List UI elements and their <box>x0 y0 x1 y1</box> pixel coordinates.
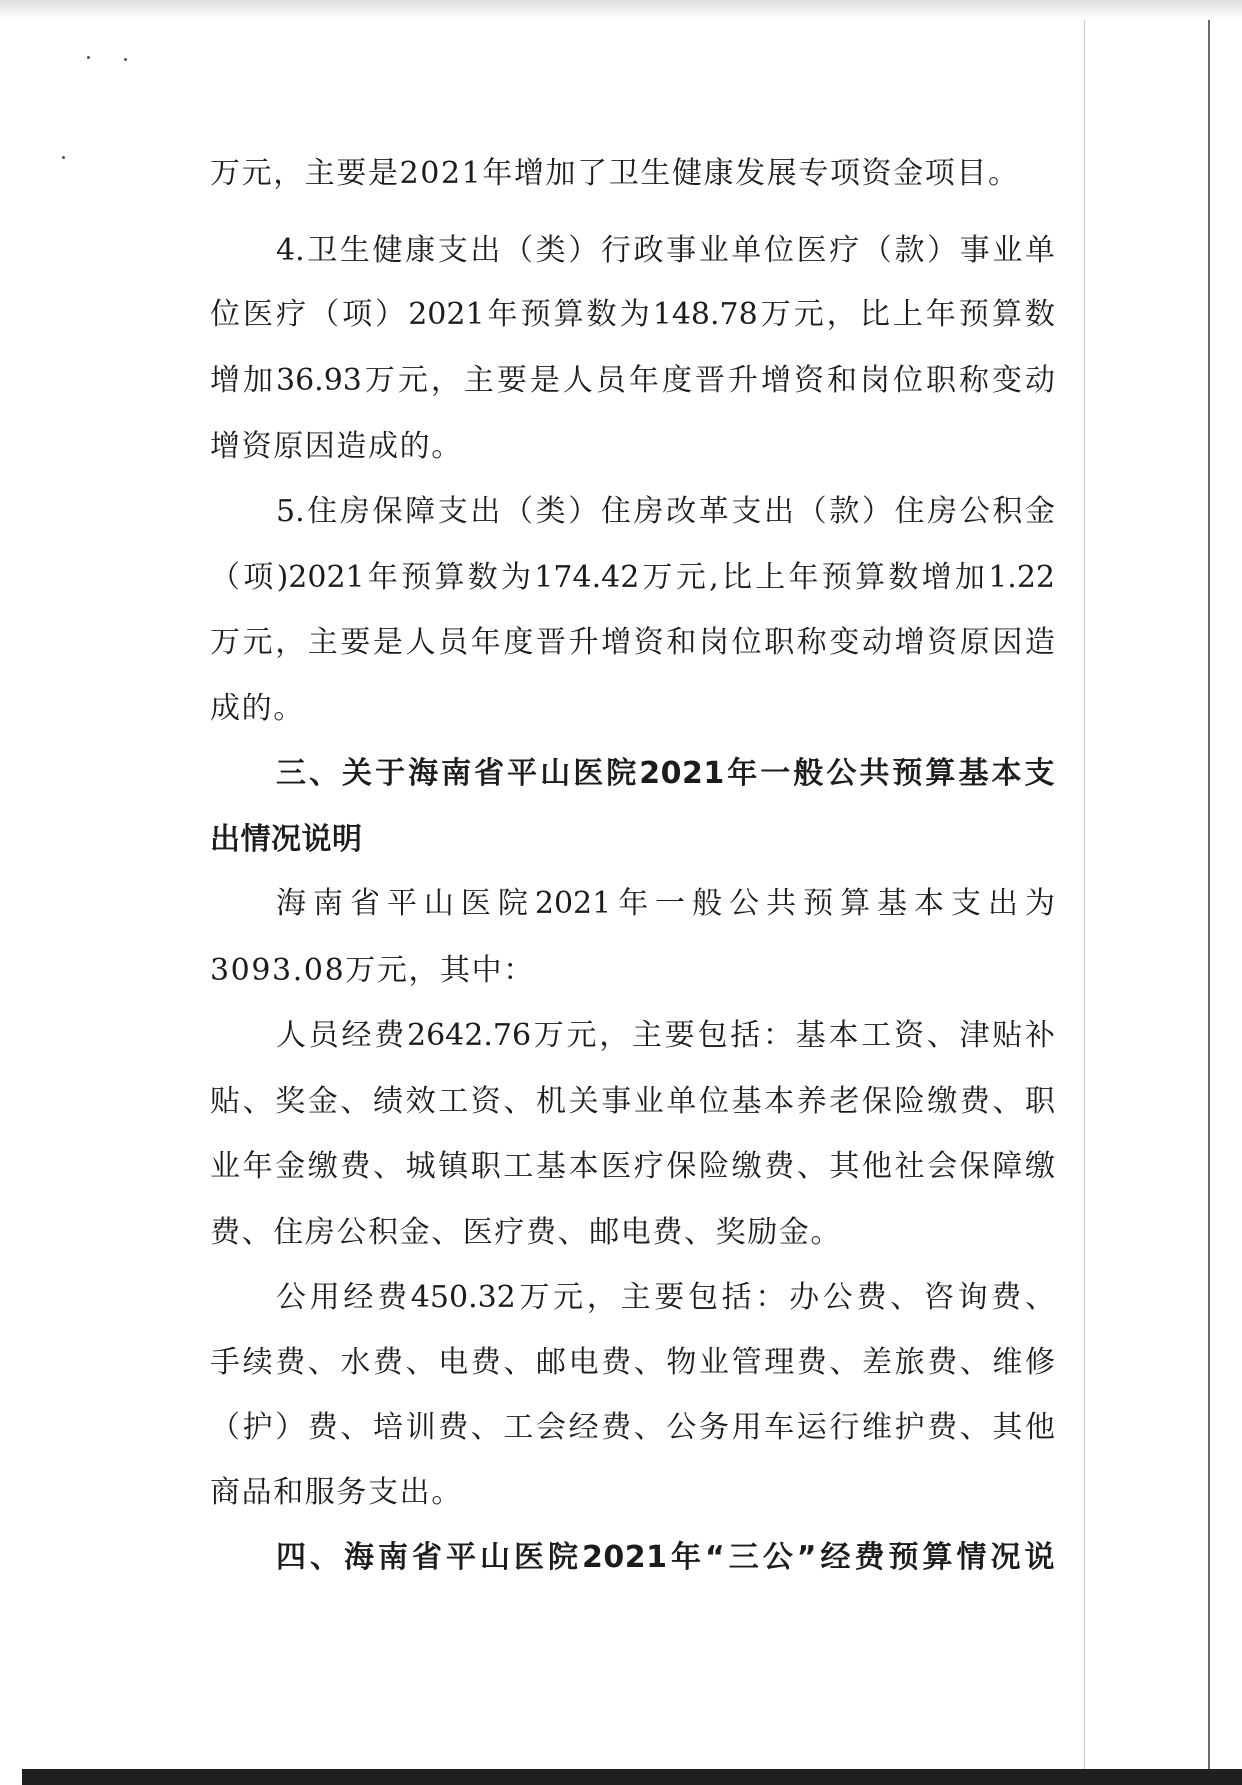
paragraph-line: 4.卫生健康支出（类）行政事业单位医疗（款）事业单 <box>276 233 1055 268</box>
paragraph-line: 位医疗（项）2021年预算数为148.78万元，比上年预算数 <box>210 297 1055 332</box>
paragraph-line: 5.住房保障支出（类）住房改革支出（款）住房公积金 <box>276 494 1055 529</box>
paragraph-line: （护）费、培训费、工会经费、公务用车运行维护费、其他 <box>210 1410 1055 1445</box>
section-heading: 出情况说明 <box>210 822 363 857</box>
paragraph-line: 业年金缴费、城镇职工基本医疗保险缴费、其他社会保障缴 <box>210 1149 1055 1184</box>
paragraph-line: 商品和服务支出。 <box>210 1475 463 1510</box>
paragraph-line: 3093.08万元，其中： <box>210 953 535 988</box>
scan-speck <box>87 56 90 59</box>
paragraph-line: 手续费、水费、电费、邮电费、物业管理费、差旅费、维修 <box>210 1345 1055 1380</box>
section-heading: 三、关于海南省平山医院2021年一般公共预算基本支 <box>276 756 1055 791</box>
paragraph-line: 人员经费2642.76万元，主要包括：基本工资、津贴补 <box>276 1018 1055 1053</box>
paragraph-line: 增资原因造成的。 <box>210 429 463 464</box>
paragraph-line: 贴、奖金、绩效工资、机关事业单位基本养老保险缴费、职 <box>210 1084 1055 1119</box>
paragraph-line: 万元，主要是2021年增加了卫生健康发展专项资金项目。 <box>210 156 1020 191</box>
paragraph-line: （项)2021年预算数为174.42万元,比上年预算数增加1.22 <box>210 560 1055 595</box>
paragraph-line: 增加36.93万元，主要是人员年度晋升增资和岗位职称变动 <box>210 363 1055 398</box>
paragraph-line: 公用经费450.32万元，主要包括：办公费、咨询费、 <box>276 1280 1055 1315</box>
scan-speck <box>124 58 127 61</box>
scan-right-edge <box>1208 20 1210 1770</box>
scan-speck <box>62 156 65 159</box>
paragraph-line: 费、住房公积金、医疗费、邮电费、奖励金。 <box>210 1215 842 1250</box>
scan-fold-line <box>1084 20 1085 1770</box>
section-heading: 四、海南省平山医院2021年“三公”经费预算情况说 <box>276 1540 1055 1575</box>
paragraph-line: 万元，主要是人员年度晋升增资和岗位职称变动增资原因造 <box>210 625 1055 660</box>
scan-bottom-edge <box>22 1769 1242 1785</box>
paragraph-line: 成的。 <box>210 691 305 726</box>
scan-top-shadow <box>0 0 1242 20</box>
paragraph-line: 海南省平山医院2021年一般公共预算基本支出为 <box>276 886 1055 921</box>
